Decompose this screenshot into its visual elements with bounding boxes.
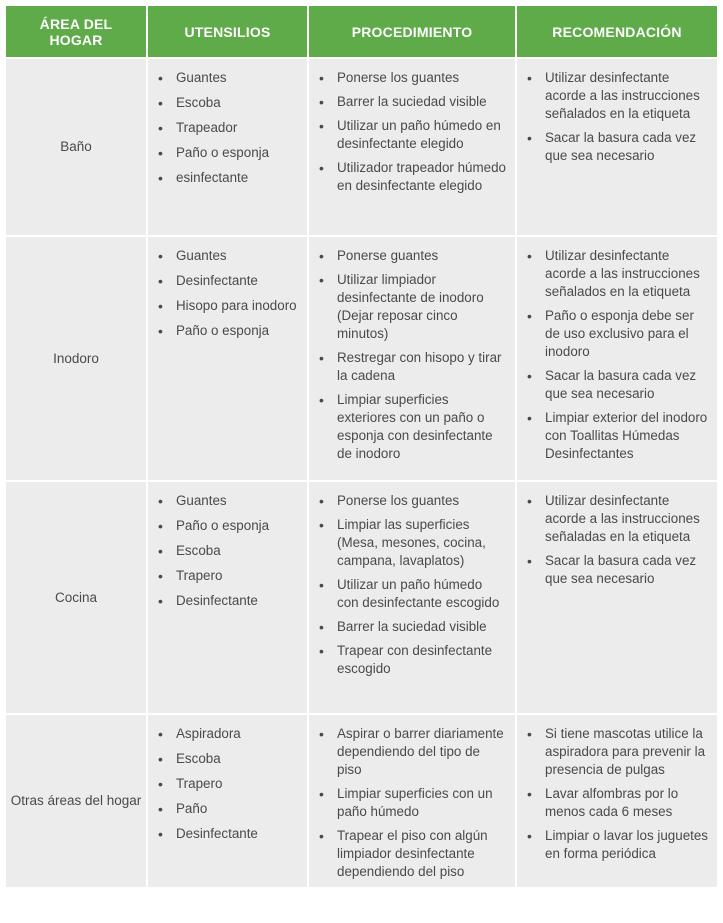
list-item: • Trapero: [154, 775, 299, 793]
recomendacion-list: [517, 715, 717, 863]
list-item: • Utilizar un paño húmedo con desinfectante escogido: [315, 576, 507, 612]
procedimiento-cell: [309, 482, 515, 713]
area-cell: Cocina: [6, 482, 146, 713]
list-item: • Barrer la suciedad visible: [315, 618, 507, 636]
recomendacion-cell: [517, 482, 717, 713]
list-item: • Sacar la basura cada vez que sea necesario: [523, 552, 709, 588]
list-item: • Hisopo para inodoro: [154, 297, 299, 315]
header-procedimiento: PROCEDIMIENTO: [309, 6, 515, 57]
list-item: • Paño o esponja: [154, 517, 299, 535]
list-item: • Guantes: [154, 69, 299, 87]
recomendacion-list: [517, 59, 717, 165]
list-item: • Limpiar exterior del inodoro con Toallitas Húmedas Desinfectantes: [523, 409, 709, 463]
utensilios-cell: [148, 482, 307, 713]
list-item: • Utilizar desinfectante acorde a las instrucciones señalados en la etiqueta: [523, 247, 709, 301]
list-item: • Utilizador trapeador húmedo en desinfectante elegido: [315, 159, 507, 195]
header-utensilios: UTENSILIOS: [148, 6, 307, 57]
list-item: • Trapero: [154, 567, 299, 585]
procedimiento-list: [309, 59, 515, 195]
list-item: • Limpiar las superficies (Mesa, mesones, cocina, campana, lavaplatos): [315, 516, 507, 570]
header-area: ÁREA DEL HOGAR: [6, 6, 146, 57]
cleaning-table: [4, 4, 719, 889]
list-item: • Aspirar o barrer diariamente dependiendo del tipo de piso: [315, 725, 507, 779]
list-item: • Escoba: [154, 94, 299, 112]
utensilios-cell: [148, 715, 307, 887]
list-item: • Limpiar superficies con un paño húmedo: [315, 785, 507, 821]
list-item: • Desinfectante: [154, 592, 299, 610]
procedimiento-cell: [309, 715, 515, 887]
list-item: • Utilizar desinfectante acorde a las instrucciones señaladas en la etiqueta: [523, 492, 709, 546]
list-item: • Si tiene mascotas utilice la aspiradora para prevenir la presencia de pulgas: [523, 725, 709, 779]
header-row: [6, 6, 717, 57]
list-item: • esinfectante: [154, 169, 299, 187]
header-recomendacion: RECOMENDACIÓN: [517, 6, 717, 57]
list-item: • Sacar la basura cada vez que sea necesario: [523, 129, 709, 165]
area-cell: Baño: [6, 59, 146, 235]
procedimiento-cell: [309, 59, 515, 235]
list-item: • Escoba: [154, 542, 299, 560]
procedimiento-list: [309, 237, 515, 463]
list-item: • Escoba: [154, 750, 299, 768]
utensilios-list: [148, 482, 307, 610]
recomendacion-cell: [517, 237, 717, 480]
procedimiento-list: [309, 482, 515, 678]
list-item: • Paño: [154, 800, 299, 818]
list-item: • Guantes: [154, 247, 299, 265]
procedimiento-cell: [309, 237, 515, 480]
list-item: • Trapear el piso con algún limpiador desinfectante dependiendo del piso: [315, 827, 507, 881]
list-item: • Aspiradora: [154, 725, 299, 743]
list-item: • Utilizar limpiador desinfectante de inodoro (Dejar reposar cinco minutos): [315, 271, 507, 343]
list-item: • Paño o esponja: [154, 322, 299, 340]
recomendacion-cell: [517, 715, 717, 887]
table-row: [6, 59, 717, 235]
list-item: • Restregar con hisopo y tirar la cadena: [315, 349, 507, 385]
list-item: • Sacar la basura cada vez que sea necesario: [523, 367, 709, 403]
table-row: [6, 237, 717, 480]
list-item: • Guantes: [154, 492, 299, 510]
utensilios-cell: [148, 59, 307, 235]
utensilios-list: [148, 237, 307, 340]
utensilios-cell: [148, 237, 307, 480]
list-item: • Paño o esponja debe ser de uso exclusivo para el inodoro: [523, 307, 709, 361]
list-item: • Limpiar superficies exteriores con un paño o esponja con desinfectante de inodoro: [315, 391, 507, 463]
cleaning-guide: [6, 6, 717, 889]
list-item: • Utilizar desinfectante acorde a las instrucciones señalados en la etiqueta: [523, 69, 709, 123]
area-cell: Inodoro: [6, 237, 146, 480]
list-item: • Trapeador: [154, 119, 299, 137]
procedimiento-list: [309, 715, 515, 881]
utensilios-list: [148, 715, 307, 843]
recomendacion-list: [517, 482, 717, 588]
list-item: • Utilizar un paño húmedo en desinfectante elegido: [315, 117, 507, 153]
recomendacion-cell: [517, 59, 717, 235]
list-item: • Limpiar o lavar los juguetes en forma periódica: [523, 827, 709, 863]
table-row: [6, 482, 717, 713]
table-row: [6, 715, 717, 887]
list-item: • Trapear con desinfectante escogido: [315, 642, 507, 678]
list-item: • Barrer la suciedad visible: [315, 93, 507, 111]
list-item: • Ponerse los guantes: [315, 69, 507, 87]
utensilios-list: [148, 59, 307, 187]
recomendacion-list: [517, 237, 717, 463]
area-cell: Otras áreas del hogar: [6, 715, 146, 887]
list-item: • Desinfectante: [154, 272, 299, 290]
list-item: • Ponerse los guantes: [315, 492, 507, 510]
list-item: • Ponerse guantes: [315, 247, 507, 265]
list-item: • Desinfectante: [154, 825, 299, 843]
list-item: • Paño o esponja: [154, 144, 299, 162]
list-item: • Lavar alfombras por lo menos cada 6 meses: [523, 785, 709, 821]
